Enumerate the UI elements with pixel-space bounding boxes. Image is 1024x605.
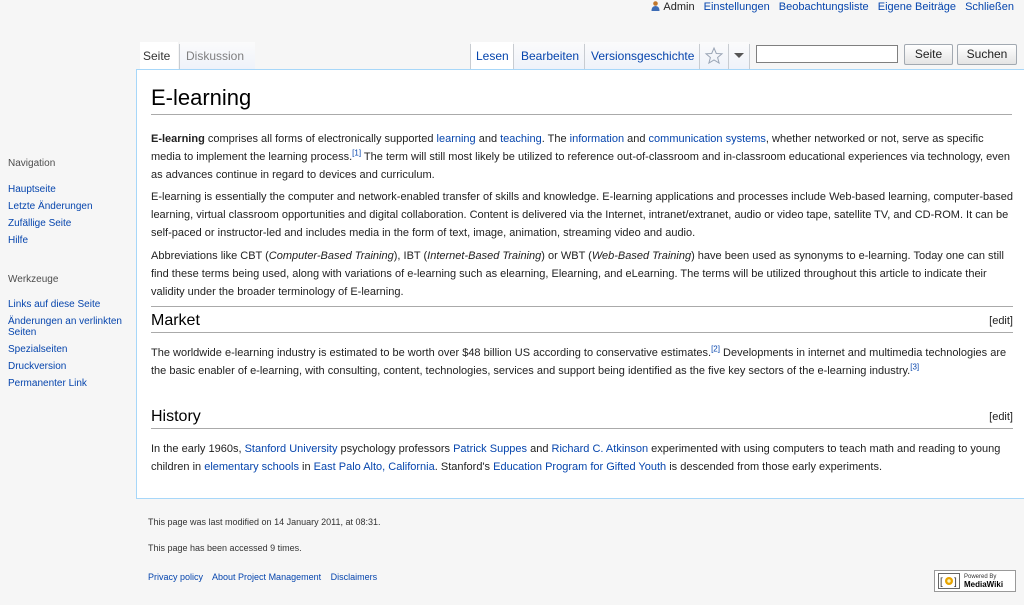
- watchlist-link[interactable]: Beobachtungsliste: [778, 1, 869, 13]
- link-information[interactable]: information: [569, 133, 625, 145]
- paragraph-market: The worldwide e-learning industry is estimated to be worth over $48 billion US according to conservative estimates.[2] Developments in internet and multimedia technologies are the basic enabler of e-learning, with consulting, content, technologies, services and support being identified as the five key sectors of the e-learning industry.[3]: [151, 344, 1007, 377]
- nav-help[interactable]: Hilfe: [8, 235, 29, 246]
- tab-discussion[interactable]: Diskussion: [180, 42, 255, 70]
- preferences-link[interactable]: Einstellungen: [703, 1, 770, 13]
- paragraph-abbreviations: Abbreviations like CBT (Computer-Based Training), IBT (Internet-Based Training) or WBT (Web-Based Training) have been used as synonyms to e-learning. Today one can still find these terms being used, along with variations of e-learning such as elearning, Elearning, and eLearning. The terms will be utilized throughout this article to indicate their validity under the broader terminology of E-learning.: [151, 250, 1004, 298]
- link-learning[interactable]: learning: [436, 133, 476, 145]
- navigation-heading: Navigation: [8, 158, 56, 169]
- nav-recent-changes[interactable]: Letzte Änderungen: [8, 201, 93, 212]
- contributions-link[interactable]: Eigene Beiträge: [877, 1, 957, 13]
- actions-menu[interactable]: [729, 42, 749, 70]
- link-teaching[interactable]: teaching: [500, 133, 542, 145]
- link-patrick-suppes[interactable]: Patrick Suppes: [453, 443, 528, 455]
- page-title: E-learning: [151, 84, 1012, 115]
- link-elementary-schools[interactable]: elementary schools: [204, 461, 299, 473]
- privacy-link[interactable]: Privacy policy: [148, 572, 204, 582]
- chevron-down-icon[interactable]: [729, 42, 749, 70]
- tools-heading: Werkzeuge: [8, 274, 59, 285]
- section-heading-market: Market [edit]: [151, 310, 1013, 333]
- tab-page[interactable]: Seite: [140, 42, 178, 70]
- powered-by-mediawiki-badge[interactable]: [934, 570, 1016, 592]
- paragraph-definition: E-learning is essentially the computer and network-enabled transfer of skills and knowledge. E-learning applications and processes include Web-based learning, computer-based learning, virtual classroom opportunities and digital collaboration. Content is delivered via the Internet, intranet/extranet, audio or video tape, satellite TV, and CD-ROM. It can be self-paced or instructor-led and includes media in the form of text, image, animation, streaming video and audio.: [151, 191, 1013, 239]
- section-heading-history: History [edit]: [151, 406, 1013, 429]
- go-button[interactable]: Seite: [904, 44, 953, 65]
- star-icon[interactable]: [700, 42, 728, 70]
- svg-text:[: [: [940, 577, 943, 588]
- personal-tools: [651, 0, 1014, 14]
- paragraph-history: In the early 1960s, Stanford University psychology professors Patrick Suppes and Richard C. Atkinson experimented with using computers to teach math and reading to young children in elementary schools in East Palo Alto, California. Stanford's Education Program for Gifted Youth is descended from those early experiments.: [151, 443, 1001, 473]
- reference-1[interactable]: [1]: [352, 148, 362, 158]
- link-richard-atkinson[interactable]: Richard C. Atkinson: [551, 443, 649, 455]
- tool-special-pages[interactable]: Spezialseiten: [8, 344, 68, 355]
- term-bold: E-learning: [151, 133, 205, 145]
- logout-link[interactable]: Schließen: [965, 1, 1014, 13]
- mediawiki-logo-icon: [938, 573, 960, 589]
- user-icon: [651, 1, 660, 11]
- about-link[interactable]: About Project Management: [212, 572, 322, 582]
- tools-list: [8, 299, 134, 395]
- edit-history-link[interactable]: [edit]: [989, 411, 1013, 423]
- tool-related-changes[interactable]: Änderungen an verlinkten Seiten: [8, 316, 122, 338]
- search-button[interactable]: Suchen: [957, 44, 1017, 65]
- svg-text:]: ]: [954, 577, 957, 588]
- link-east-palo-alto[interactable]: East Palo Alto, California: [313, 461, 435, 473]
- disclaimers-link[interactable]: Disclaimers: [330, 572, 378, 582]
- powered-text: Powered By MediaWiki: [964, 574, 1004, 589]
- footer-links: [148, 572, 384, 582]
- username[interactable]: Admin: [663, 1, 695, 13]
- tool-permanent-link[interactable]: Permanenter Link: [8, 378, 87, 389]
- tab-edit[interactable]: Bearbeiten: [514, 42, 584, 70]
- footer-lastmod: This page was last modified on 14 January 2011, at 08:31.: [148, 517, 381, 527]
- reference-3[interactable]: [3]: [910, 362, 920, 372]
- section-divider: [151, 306, 1013, 307]
- footer-viewcount: This page has been accessed 9 times.: [148, 543, 302, 553]
- tab-read[interactable]: Lesen: [471, 42, 513, 70]
- intro-paragraph: E-learning comprises all forms of electronically supported learning and teaching. The information and communication systems, whether networked or not, serve as specific media to implement the learning process.[1] The term will still most likely be utilized to reference out-of-classroom and in-classroom educational experiences via technology, even as advances continue in regard to devices and curriculum.: [151, 133, 1010, 181]
- reference-2[interactable]: [2]: [711, 344, 720, 354]
- nav-main-page[interactable]: Hauptseite: [8, 184, 56, 195]
- nav-random-page[interactable]: Zufällige Seite: [8, 218, 72, 229]
- tool-what-links-here[interactable]: Links auf diese Seite: [8, 299, 101, 310]
- navigation-list: [8, 184, 134, 252]
- link-communication-systems[interactable]: communication systems: [648, 133, 766, 145]
- edit-market-link[interactable]: [edit]: [989, 315, 1013, 327]
- search-input[interactable]: [756, 45, 898, 63]
- tool-printable-version[interactable]: Druckversion: [8, 361, 67, 372]
- link-stanford[interactable]: Stanford University: [244, 443, 338, 455]
- watch-tab[interactable]: [700, 42, 728, 70]
- link-epgy[interactable]: Education Program for Gifted Youth: [493, 461, 667, 473]
- tab-history[interactable]: Versionsgeschichte: [585, 42, 699, 70]
